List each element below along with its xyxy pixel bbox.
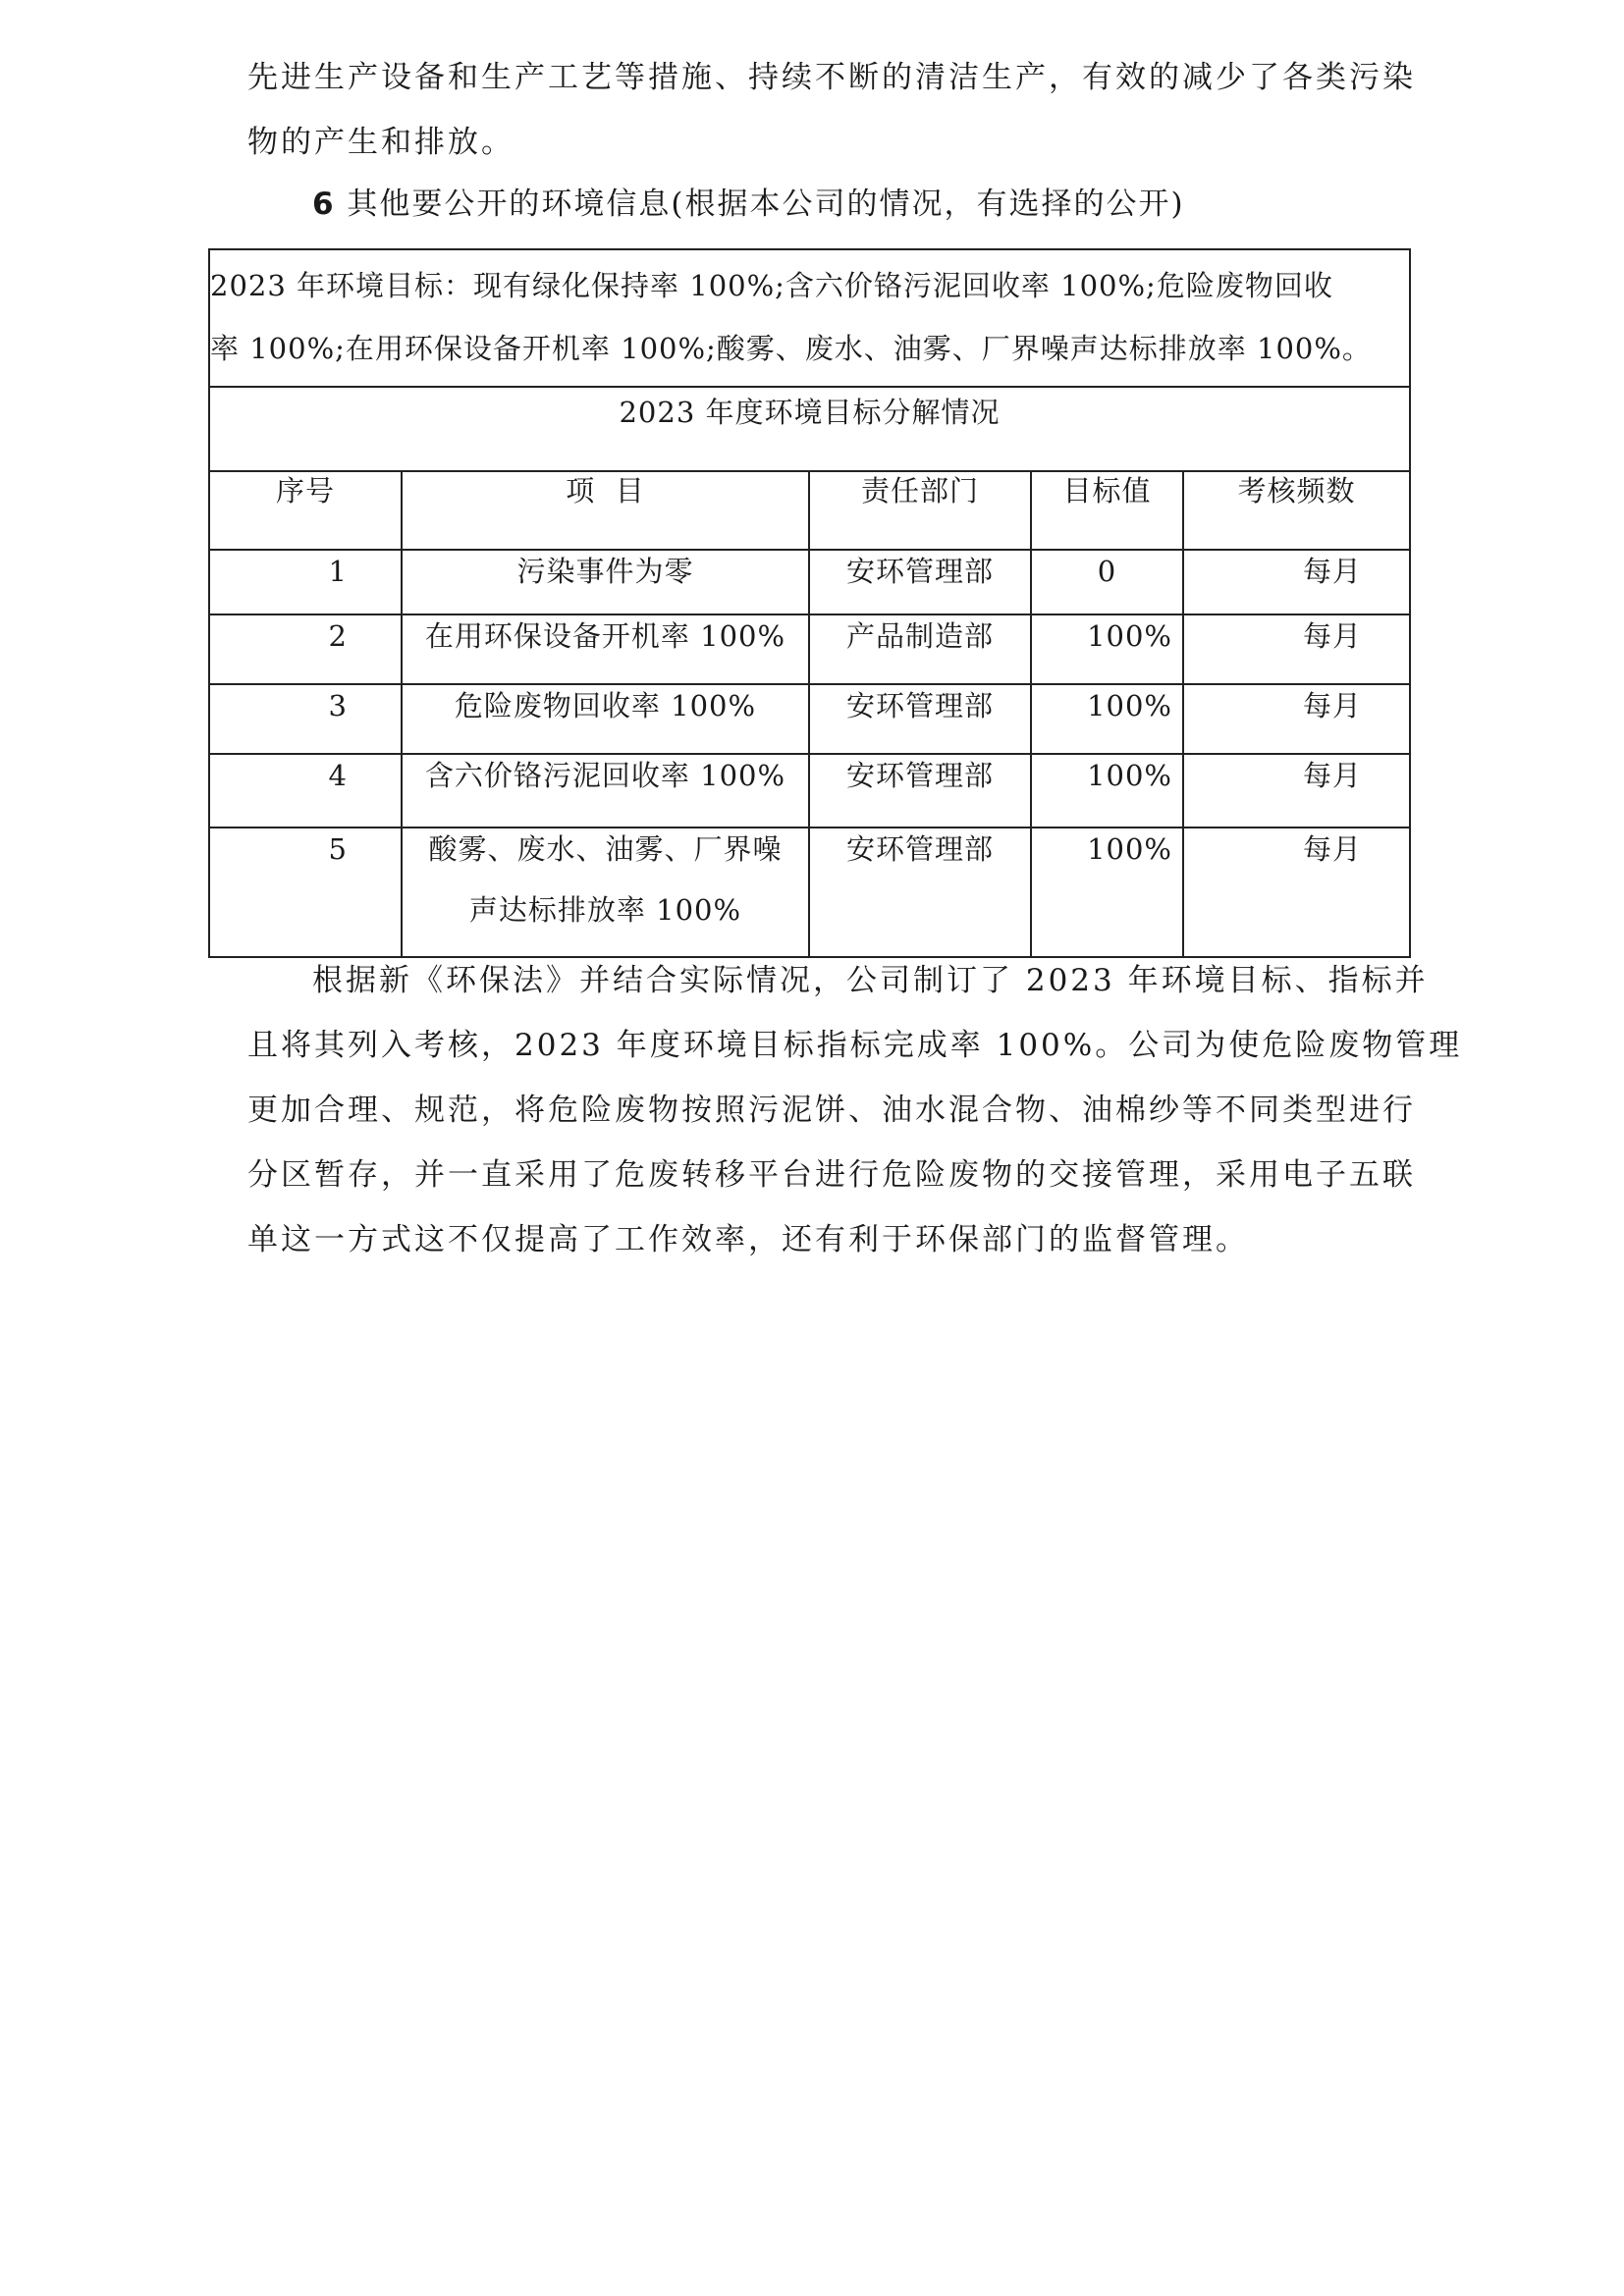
closing-line-4: 分区暂存，并一直采用了危废转移平台进行危险废物的交接管理，采用电子五联 — [247, 1157, 1416, 1193]
row-freq-cell — [1183, 684, 1410, 754]
annual-goal-cell — [209, 249, 1410, 387]
row-item: 污染事件为零 — [516, 555, 694, 588]
row-seq: 1 — [328, 555, 348, 588]
row-dept: 安环管理部 — [845, 689, 994, 722]
row-dept: 安环管理部 — [845, 555, 994, 588]
row-item-cell — [402, 828, 809, 957]
row-freq: 每月 — [1302, 832, 1362, 866]
row-dept-cell — [809, 684, 1031, 754]
breakdown-title-cell — [209, 387, 1410, 471]
row-dept-cell — [809, 754, 1031, 828]
section-heading — [312, 175, 1185, 234]
table-header-row — [209, 471, 1410, 550]
section-number: 6 — [312, 187, 336, 222]
closing-line-5: 单这一方式这不仅提高了工作效率，还有利于环保部门的监督管理。 — [247, 1222, 1249, 1257]
table-row — [209, 614, 1410, 684]
row-seq: 5 — [328, 832, 348, 866]
row-seq: 4 — [328, 759, 348, 792]
closing-paragraph — [247, 948, 1463, 1272]
closing-line-2: 且将其列入考核，2023 年度环境目标指标完成率 100%。公司为使危险废物管理 — [247, 1028, 1463, 1063]
header-item-label: 项 目 — [566, 474, 645, 507]
row-freq: 每月 — [1302, 689, 1362, 722]
table-row — [209, 828, 1410, 957]
row-dept-cell — [809, 550, 1031, 614]
closing-line-3: 更加合理、规范，将危险废物按照污泥饼、油水混合物、油棉纱等不同类型进行 — [247, 1093, 1416, 1128]
row-freq: 每月 — [1302, 555, 1362, 588]
intro-line-2: 物的产生和排放。 — [247, 125, 514, 160]
breakdown-title-row — [209, 387, 1410, 471]
intro-line-1: 先进生产设备和生产工艺等措施、持续不断的清洁生产，有效的减少了各类污染 — [247, 60, 1416, 95]
row-dept: 安环管理部 — [845, 832, 994, 866]
intro-paragraph — [247, 45, 1416, 175]
row-dept-cell — [809, 614, 1031, 684]
header-freq — [1183, 471, 1410, 550]
row-item: 危险废物回收率 100% — [454, 689, 757, 722]
row-item: 含六价铬污泥回收率 100% — [424, 759, 786, 792]
row-target-cell — [1031, 684, 1183, 754]
row-target-cell — [1031, 550, 1183, 614]
row-item-cell — [402, 550, 809, 614]
row-freq-cell — [1183, 614, 1410, 684]
row-target: 100% — [1087, 759, 1172, 792]
goal-line-1: 2023 年环境目标：现有绿化保持率 100%;含六价铬污泥回收率 100%;危险废物回收 — [210, 269, 1333, 302]
row-seq-cell — [209, 684, 402, 754]
row-target: 100% — [1087, 832, 1172, 866]
header-seq — [209, 471, 402, 550]
section-title: 其他要公开的环境信息(根据本公司的情况，有选择的公开) — [335, 187, 1185, 222]
row-dept: 产品制造部 — [845, 619, 994, 653]
table-row — [209, 684, 1410, 754]
row-target-cell — [1031, 828, 1183, 957]
row-item-cell — [402, 684, 809, 754]
row-freq-cell — [1183, 828, 1410, 957]
row-seq-cell — [209, 828, 402, 957]
row-freq-cell — [1183, 550, 1410, 614]
header-target — [1031, 471, 1183, 550]
row-seq: 3 — [328, 689, 348, 722]
row-dept: 安环管理部 — [845, 759, 994, 792]
row-target: 100% — [1087, 689, 1172, 722]
environmental-targets-table — [208, 248, 1411, 958]
goal-line-2: 率 100%;在用环保设备开机率 100%;酸雾、废水、油雾、厂界噪声达标排放率 100%。 — [210, 332, 1372, 365]
row-seq-cell — [209, 614, 402, 684]
header-target-label: 目标值 — [1062, 474, 1152, 507]
row-target: 100% — [1087, 619, 1172, 653]
table-row — [209, 754, 1410, 828]
table-row — [209, 550, 1410, 614]
row-freq: 每月 — [1302, 759, 1362, 792]
row-target-cell — [1031, 754, 1183, 828]
row-freq-cell — [1183, 754, 1410, 828]
row-target: 0 — [1097, 555, 1117, 588]
row-dept-cell — [809, 828, 1031, 957]
row-item-cell — [402, 614, 809, 684]
row-target-cell — [1031, 614, 1183, 684]
header-dept-label: 责任部门 — [860, 474, 979, 507]
header-dept — [809, 471, 1031, 550]
breakdown-title: 2023 年度环境目标分解情况 — [619, 396, 1001, 429]
row-item-continued: 声达标排放率 100% — [468, 893, 742, 927]
row-seq: 2 — [328, 619, 348, 653]
header-freq-label: 考核频数 — [1237, 474, 1356, 507]
row-seq-cell — [209, 754, 402, 828]
row-seq-cell — [209, 550, 402, 614]
goal-row — [209, 249, 1410, 387]
row-freq: 每月 — [1302, 619, 1362, 653]
closing-line-1: 根据新《环保法》并结合实际情况，公司制订了 2023 年环境目标、指标并 — [312, 963, 1429, 998]
header-item — [402, 471, 809, 550]
row-item: 在用环保设备开机率 100% — [424, 619, 786, 653]
header-seq-label: 序号 — [275, 474, 335, 507]
row-item: 酸雾、废水、油雾、厂界噪 — [428, 832, 783, 866]
